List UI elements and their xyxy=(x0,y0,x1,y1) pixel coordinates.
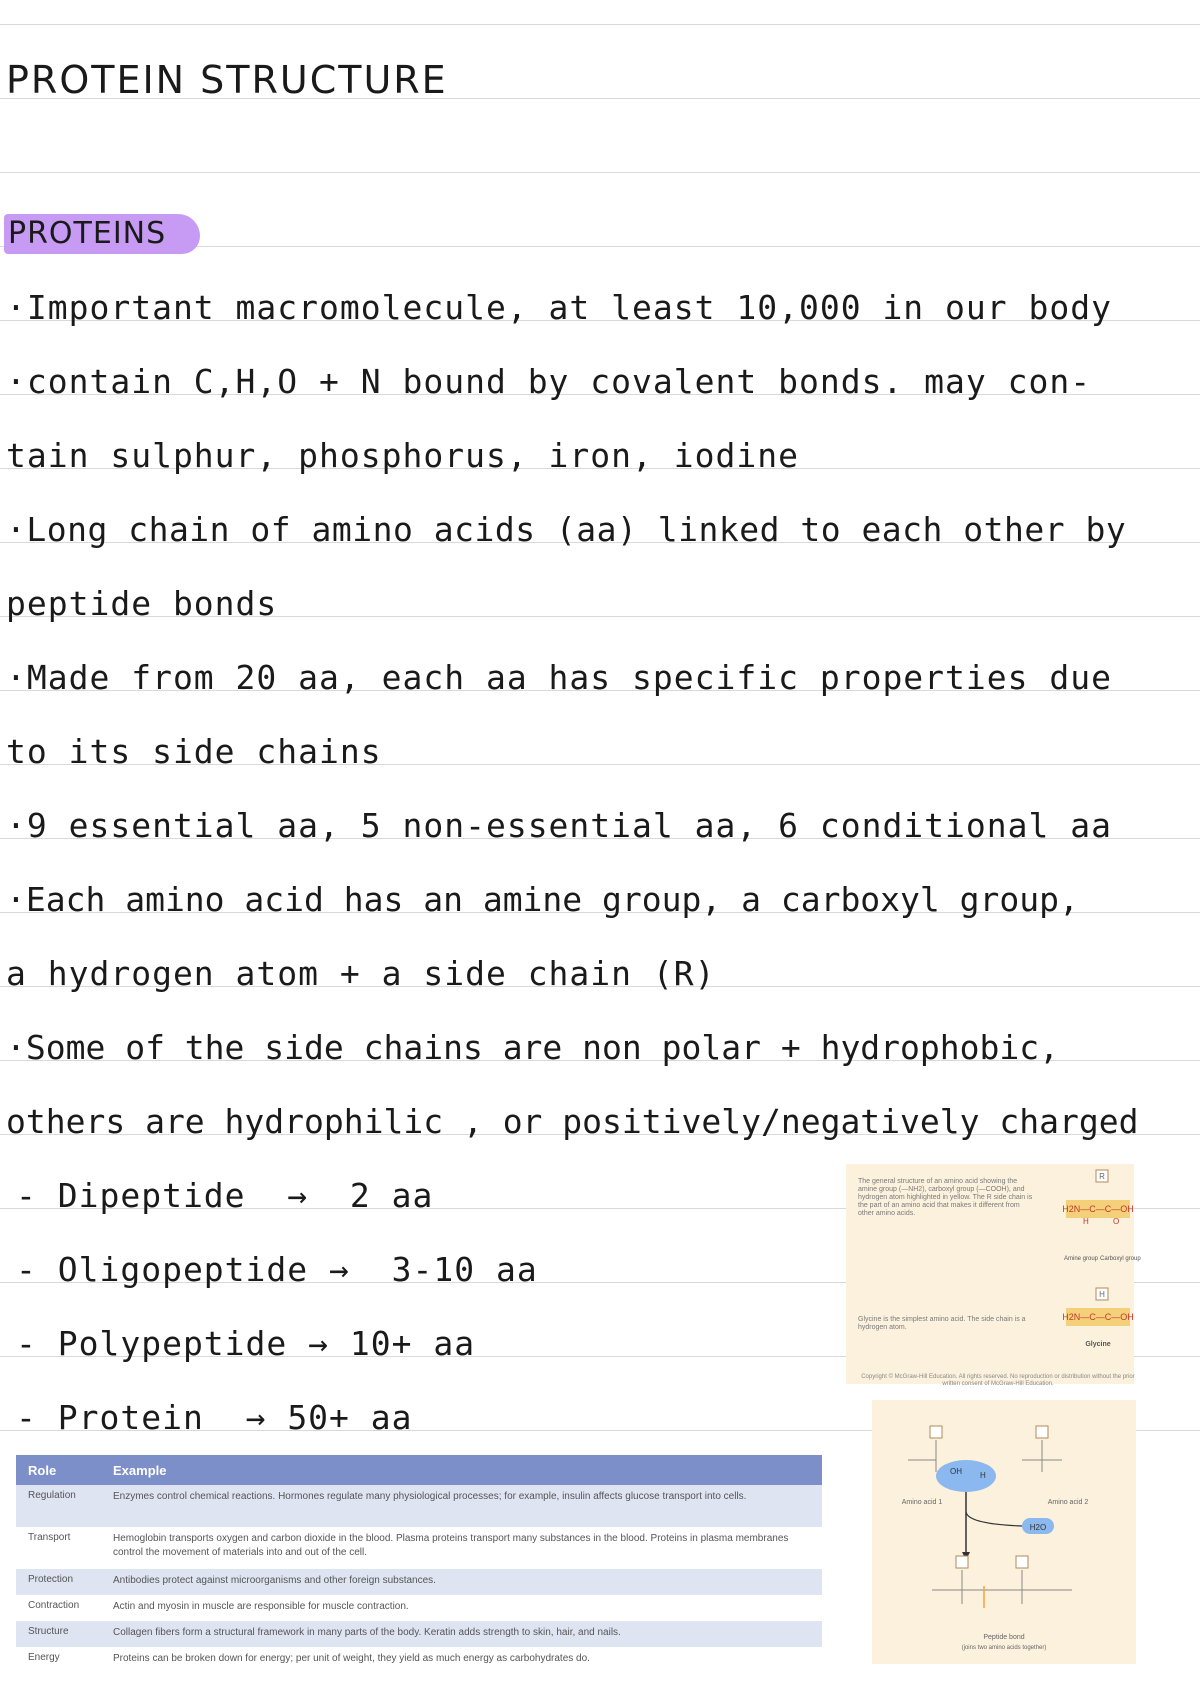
section-heading: PROTEINS xyxy=(8,216,167,251)
peptide-bond-figure xyxy=(872,1400,1136,1664)
table-header xyxy=(16,1455,822,1485)
svg-text:R: R xyxy=(1099,1172,1105,1181)
list-item: - Protein → 50+ aa xyxy=(16,1398,413,1437)
table-row xyxy=(16,1527,822,1569)
list-item: - Oligopeptide → 3-10 aa xyxy=(16,1250,538,1289)
example-cell: Actin and myosin in muscle are responsible for muscle contraction. xyxy=(113,1601,409,1612)
svg-text:OH: OH xyxy=(950,1467,962,1476)
glycine-label: Glycine xyxy=(1085,1341,1111,1348)
amine-group-label: Amine group xyxy=(1064,1256,1099,1262)
header-example: Example xyxy=(113,1463,167,1478)
note-line: ·Made from 20 aa, each aa has specific properties due xyxy=(6,658,1112,697)
note-line: tain sulphur, phosphorus, iron, iodine xyxy=(6,436,799,475)
note-line: to its side chains xyxy=(6,732,382,771)
amino-acid-structures xyxy=(846,1164,1141,1384)
table-row xyxy=(16,1485,822,1527)
amino-acid-2-label: Amino acid 2 xyxy=(1047,1499,1089,1506)
water-label: H2O xyxy=(1029,1523,1047,1532)
caption-general: The general structure of an amino acid showing the amine group (—NH2), carboxyl group (—COOH), and hydrogen atom highlighted in yellow. The R side chain is the part of an amino acid that makes it different from other amino acids. xyxy=(858,1178,1033,1217)
role-cell: Structure xyxy=(28,1626,69,1637)
note-line: ·Each amino acid has an amine group, a carboxyl group, xyxy=(6,880,1079,919)
header-role: Role xyxy=(28,1463,57,1478)
svg-text:H2N—C—C—OH: H2N—C—C—OH xyxy=(1062,1312,1134,1322)
svg-text:H2N—C—C—OH: H2N—C—C—OH xyxy=(1062,1204,1134,1214)
role-cell: Transport xyxy=(28,1532,71,1543)
caption-glycine: Glycine is the simplest amino acid. The side chain is a hydrogen atom. xyxy=(858,1316,1026,1331)
example-cell: Collagen fibers form a structural framework in many parts of the body. Keratin adds strength to skin, hair, and nails. xyxy=(113,1627,621,1638)
carboxyl-group-label: Carboxyl group xyxy=(1100,1256,1141,1262)
table-row xyxy=(16,1595,822,1621)
note-line: ·Important macromolecule, at least 10,000 in our body xyxy=(6,288,1112,327)
table-row xyxy=(16,1647,822,1673)
role-cell: Contraction xyxy=(28,1600,80,1611)
amino-acid-1-label: Amino acid 1 xyxy=(901,1499,943,1506)
peptide-bond-label: Peptide bond xyxy=(983,1634,1025,1641)
svg-text:O: O xyxy=(1113,1217,1120,1226)
svg-text:(joins two amino acids togethe: (joins two amino acids together) xyxy=(961,1645,1047,1651)
svg-text:H: H xyxy=(980,1471,986,1480)
amino-acid-figure xyxy=(846,1164,1141,1384)
note-line: ·Some of the side chains are non polar + hydrophobic, xyxy=(6,1028,1059,1067)
protein-roles-table xyxy=(16,1455,822,1675)
note-line: a hydrogen atom + a side chain (R) xyxy=(6,954,716,993)
note-line: ·9 essential aa, 5 non-essential aa, 6 conditional aa xyxy=(6,806,1112,845)
copyright-text: Copyright © McGraw-Hill Education. All rights reserved. No reproduction or distribution without the prior written consent of McGraw-Hill Education. xyxy=(861,1374,1135,1387)
table-row xyxy=(16,1621,822,1647)
peptide-bond-diagram xyxy=(872,1400,1136,1664)
role-cell: Protection xyxy=(28,1574,74,1585)
svg-text:H: H xyxy=(1083,1217,1089,1226)
example-cell: Proteins can be broken down for energy; per unit of weight, they yield as much energy as carbohydrates do. xyxy=(113,1653,590,1664)
example-cell: Enzymes control chemical reactions. Hormones regulate many physiological processes; for example, insulin affects glucose transport into cells. xyxy=(113,1491,747,1502)
note-line: peptide bonds xyxy=(6,584,278,623)
list-item: - Dipeptide → 2 aa xyxy=(16,1176,434,1215)
role-cell: Energy xyxy=(28,1652,60,1663)
example-cell: Hemoglobin transports oxygen and carbon dioxide in the blood. Plasma proteins transport many substances in the blood. Proteins in plasma membranes control the movement of materials into and out of the cell. xyxy=(113,1533,789,1558)
list-item: - Polypeptide → 10+ aa xyxy=(16,1324,476,1363)
note-line: ·Long chain of amino acids (aa) linked to each other by xyxy=(6,510,1127,549)
note-line: others are hydrophilic , or positively/negatively charged xyxy=(6,1102,1139,1141)
table-row xyxy=(16,1569,822,1595)
svg-text:H: H xyxy=(1099,1290,1105,1299)
note-line: ·contain C,H,O + N bound by covalent bonds. may con- xyxy=(6,362,1092,401)
role-cell: Regulation xyxy=(28,1490,76,1501)
page-title: PROTEIN STRUCTURE xyxy=(6,58,448,102)
example-cell: Antibodies protect against microorganisms and other foreign substances. xyxy=(113,1575,436,1586)
